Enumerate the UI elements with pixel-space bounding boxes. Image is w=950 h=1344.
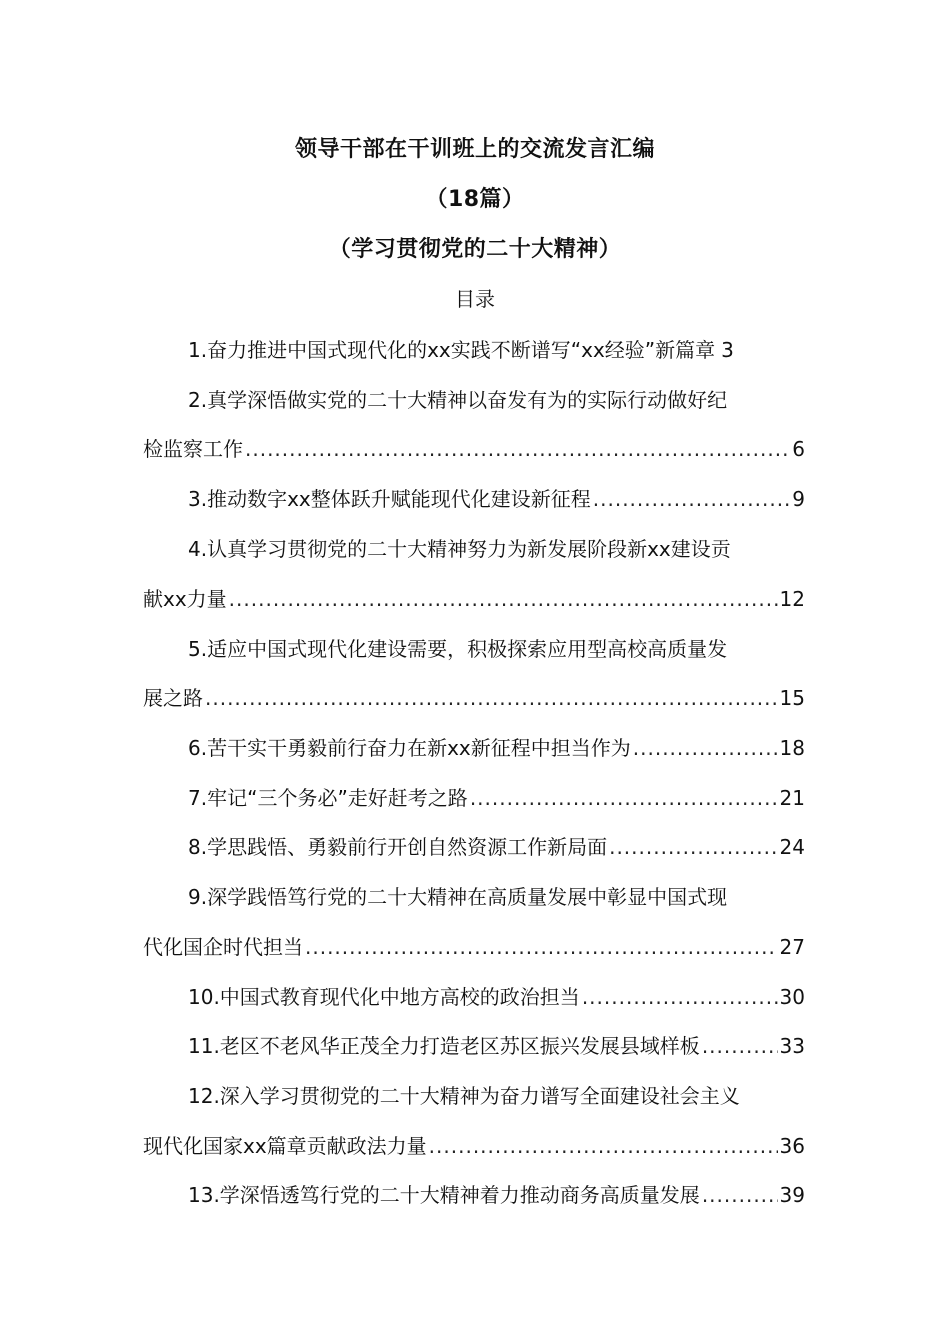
toc-entry-4[interactable] [188,534,805,564]
toc-entry-12[interactable] [188,1081,805,1111]
toc-entry-title: 8.学思践悟、勇毅前行开创自然资源工作新局面 [188,835,608,859]
toc-page-number: 3 [721,338,734,362]
toc-page-number: 30 [779,985,805,1009]
toc-leader-dots [702,1031,778,1061]
toc-leader-dots [305,932,778,962]
toc-entry-title: 2.真学深悟做实党的二十大精神以奋发有为的实际行动做好纪 [188,388,728,412]
toc-entry-3[interactable] [188,484,805,514]
toc-leader-dots [245,434,790,464]
toc-leader-dots [429,1131,778,1161]
toc-page-number: 39 [779,1183,805,1207]
toc-page-number: 24 [779,835,805,859]
toc-page-number: 12 [779,587,805,611]
toc-entry-title: 1.奋力推进中国式现代化的xx实践不断谱写“xx经验”新篇章 [188,338,716,362]
toc-entry-8[interactable] [188,832,805,862]
toc-page-number: 27 [779,935,805,959]
toc-entry-13[interactable] [188,1180,805,1210]
toc-entry-title-cont: 检监察工作 [143,437,243,461]
toc-entry-title: 10.中国式教育现代化中地方高校的政治担当 [188,985,580,1009]
toc-entry-9-continued[interactable] [143,932,805,962]
toc-entry-title: 7.牢记“三个务必”走好赶考之路 [188,786,468,810]
toc-entry-9[interactable] [188,882,805,912]
toc-heading: 目录 [455,287,495,311]
document-theme: （学习贯彻党的二十大精神） [328,237,622,262]
toc-page-number: 18 [779,736,805,760]
toc-leader-dots [702,1180,778,1210]
toc-leader-dots [205,683,778,713]
toc-entry-title: 3.推动数字xx整体跃升赋能现代化建设新征程 [188,487,591,511]
toc-entry-title-cont: 展之路 [143,686,203,710]
toc-entry-title-cont: 现代化国家xx篇章贡献政法力量 [143,1134,427,1158]
toc-page-number: 36 [779,1134,805,1158]
toc-entry-6[interactable] [188,733,805,763]
toc-page-number: 33 [779,1034,805,1058]
toc-entry-2-continued[interactable] [143,434,805,464]
toc-entry-title: 4.认真学习贯彻党的二十大精神努力为新发展阶段新xx建设贡 [188,537,731,561]
toc-entry-12-continued[interactable] [143,1131,805,1161]
toc-entry-title: 11.老区不老风华正茂全力打造老区苏区振兴发展县域样板 [188,1034,700,1058]
toc-entry-title: 6.苦干实干勇毅前行奋力在新xx新征程中担当作为 [188,736,631,760]
toc-entry-10[interactable] [188,982,805,1012]
toc-entry-title: 13.学深悟透笃行党的二十大精神着力推动商务高质量发展 [188,1183,700,1207]
toc-entry-title: 9.深学践悟笃行党的二十大精神在高质量发展中彰显中国式现 [188,885,728,909]
toc-entry-11[interactable] [188,1031,805,1061]
document-title: 领导干部在干训班上的交流发言汇编 [294,137,655,162]
toc-entry-4-continued[interactable] [143,584,805,614]
toc-entry-title: 5.适应中国式现代化建设需要，积极探索应用型高校高质量发 [188,637,728,661]
toc-page-number: 15 [779,686,805,710]
toc-leader-dots [470,783,778,813]
toc-page-number: 21 [779,786,805,810]
toc-entry-title: 12.深入学习贯彻党的二十大精神为奋力谱写全面建设社会主义 [188,1084,740,1108]
toc-entry-title-cont: 代化国企时代担当 [143,935,303,959]
toc-entry-title-cont: 献xx力量 [143,587,227,611]
toc-entry-5-continued[interactable] [143,683,805,713]
toc-leader-dots [633,733,778,763]
toc-leader-dots [609,832,777,862]
toc-entry-7[interactable] [188,783,805,813]
toc-page-number: 9 [792,487,805,511]
toc-entry-1[interactable] [188,335,805,365]
toc-leader-dots [593,484,791,514]
toc-leader-dots [229,584,778,614]
toc-entry-5[interactable] [188,634,805,664]
toc-page-number: 6 [792,437,805,461]
toc-leader-dots [582,982,778,1012]
toc-entry-2[interactable] [188,385,805,415]
article-count: （18篇） [425,187,525,212]
